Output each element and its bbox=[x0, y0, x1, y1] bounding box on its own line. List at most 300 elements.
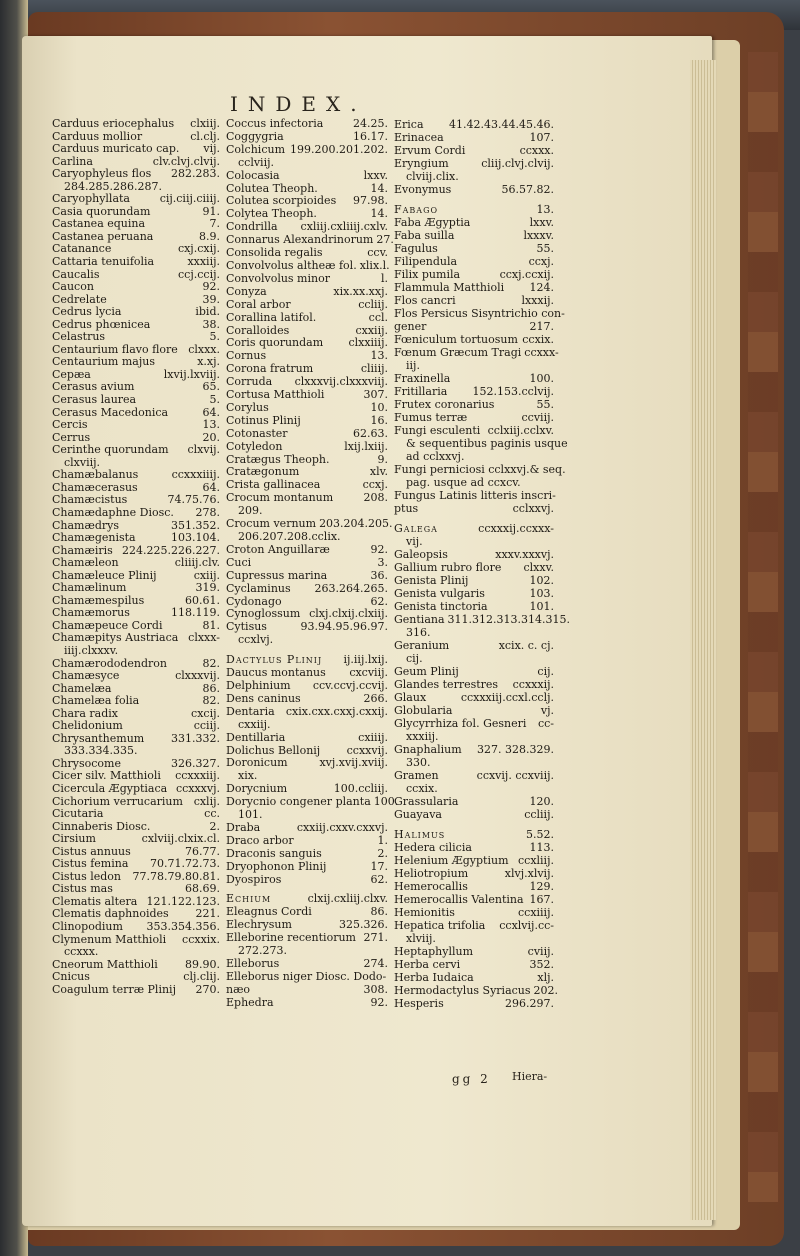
index-entry bbox=[394, 808, 554, 821]
entry-term: Colchicum bbox=[226, 142, 285, 156]
entry-term: Gramen bbox=[394, 769, 439, 782]
entry-reference: 97.98. bbox=[353, 194, 388, 208]
entry-term: Connarus Alexandrinorum bbox=[226, 233, 374, 247]
section-gap bbox=[394, 196, 554, 203]
entry-term: Evonymus bbox=[394, 183, 452, 196]
index-entry bbox=[226, 822, 388, 835]
entry-term: Condrilla bbox=[226, 220, 278, 234]
entry-reference: l. bbox=[380, 271, 388, 285]
index-entry-continuation: 206.207.208.cclix. bbox=[238, 530, 341, 543]
entry-reference: xlvj.xlvij. bbox=[504, 867, 554, 880]
entry-term: Fraxinella bbox=[394, 372, 451, 385]
entry-term: Chamæleon bbox=[52, 556, 119, 570]
entry-term: Carduus muricato cap. bbox=[52, 142, 180, 156]
entry-reference: 221. bbox=[195, 907, 220, 921]
entry-reference: 13. bbox=[536, 203, 554, 216]
entry-term: Hemionitis bbox=[394, 906, 455, 919]
entry-reference: cxiiij. bbox=[358, 730, 388, 744]
index-entry bbox=[394, 216, 554, 229]
index-entry bbox=[226, 971, 388, 984]
index-entry bbox=[226, 835, 388, 848]
index-entry bbox=[394, 424, 554, 437]
entry-reference: cviij. bbox=[527, 945, 554, 958]
index-entry-continuation: cxxiij. bbox=[238, 717, 271, 731]
entry-term: Cornus bbox=[226, 349, 267, 363]
entry-reference: ccxxvij. bbox=[346, 743, 388, 757]
index-entry bbox=[52, 444, 220, 457]
entry-reference: 27. bbox=[376, 233, 394, 247]
entry-term: Cicercula Ægyptiaca bbox=[52, 781, 168, 795]
index-entry bbox=[394, 307, 565, 320]
entry-term: Eryngium bbox=[394, 157, 449, 170]
index-entry-continuation: pag. usque ad ccxcv. bbox=[406, 476, 521, 489]
entry-term: Corylus bbox=[226, 400, 269, 414]
entry-reference: 10. bbox=[370, 400, 388, 414]
entry-reference: ccxiiij. bbox=[518, 906, 554, 919]
entry-reference: ccliij. bbox=[358, 297, 388, 311]
entry-reference: 13. bbox=[370, 349, 388, 363]
index-entry bbox=[394, 919, 554, 932]
index-entry bbox=[394, 144, 554, 157]
index-entry-continuation: 284.285.286.287. bbox=[64, 179, 162, 193]
entry-term: Chamærododendron bbox=[52, 656, 168, 670]
entry-term: Caryophyllata bbox=[52, 192, 130, 206]
entry-term: Hepatica trifolia bbox=[394, 919, 486, 932]
index-entry bbox=[394, 346, 559, 359]
entry-reference: 331.332. bbox=[171, 731, 220, 745]
entry-term: Dentaria bbox=[226, 704, 275, 718]
entry-reference: xlix.l. bbox=[359, 258, 390, 272]
entry-term: Fungus Latinis litteris inscri- bbox=[394, 489, 556, 502]
entry-term: Cerasus avium bbox=[52, 380, 135, 394]
entry-term: Chamæiris bbox=[52, 543, 113, 557]
entry-term: Dens caninus bbox=[226, 691, 301, 705]
entry-term: Cicer silv. Matthioli bbox=[52, 769, 161, 783]
index-entry-continuation: iij. bbox=[406, 359, 420, 372]
index-entry bbox=[52, 168, 220, 181]
entry-reference: 93.94.95.96.97. bbox=[300, 620, 388, 634]
entry-term: Carduus eriocephalus bbox=[52, 117, 175, 130]
entry-term: Draba bbox=[226, 820, 261, 834]
index-entry bbox=[394, 320, 554, 333]
entry-term: Cotinus Plinij bbox=[226, 413, 301, 427]
entry-term: næo bbox=[226, 982, 251, 996]
index-entry-continuation: xxxiij. bbox=[406, 730, 439, 743]
entry-term: Dryophonon Plinij bbox=[226, 859, 327, 873]
entry-term: Erinacea bbox=[394, 131, 444, 144]
index-entry bbox=[394, 385, 554, 398]
entry-term: Cnicus bbox=[52, 970, 90, 984]
entry-term: Elleborus niger Diosc. Dodo- bbox=[226, 969, 387, 983]
index-entry-continuation: cij. bbox=[406, 652, 423, 665]
entry-term: Dorycnio congener planta bbox=[226, 795, 371, 809]
entry-reference: 270. bbox=[195, 982, 220, 996]
entry-reference: vj. bbox=[540, 704, 554, 717]
index-entry bbox=[52, 607, 220, 620]
index-entry bbox=[394, 828, 554, 841]
entry-term: Casia quorundam bbox=[52, 204, 151, 218]
entry-reference: 62. bbox=[370, 872, 388, 886]
entry-term: Elechrysum bbox=[226, 918, 292, 932]
entry-term: Cuci bbox=[226, 555, 252, 569]
entry-reference: 92. bbox=[202, 280, 220, 294]
entry-reference: 3. bbox=[377, 555, 388, 569]
entry-term: Cyclaminus bbox=[226, 581, 291, 595]
entry-reference: xlv. bbox=[369, 465, 388, 479]
index-entry bbox=[226, 286, 388, 299]
entry-term: Coagulum terræ Plinij bbox=[52, 982, 176, 996]
entry-term: Colytea Theoph. bbox=[226, 207, 317, 221]
entry-reference: 20. bbox=[202, 430, 220, 444]
entry-reference: lxxxij. bbox=[521, 294, 554, 307]
index-entry-continuation: & sequentibus paginis usque bbox=[406, 437, 568, 450]
entry-term: Dactylus Plinij bbox=[226, 653, 323, 667]
entry-reference: 2. bbox=[377, 846, 388, 860]
entry-reference: 16. bbox=[370, 413, 388, 427]
index-entry bbox=[394, 255, 554, 268]
entry-reference: clv.clvj.clvij. bbox=[152, 154, 220, 168]
entry-term: Colutea scorpioides bbox=[226, 194, 337, 208]
index-entry bbox=[226, 732, 388, 745]
entry-term: Croton Anguillaræ bbox=[226, 542, 330, 556]
entry-term: Heliotropium bbox=[394, 867, 469, 880]
entry-term: Dyospiros bbox=[226, 872, 282, 886]
index-entry-continuation: 330. bbox=[406, 756, 431, 769]
entry-reference: 124. bbox=[529, 281, 554, 294]
entry-term: Draconis sanguis bbox=[226, 846, 322, 860]
index-entry bbox=[52, 193, 220, 206]
entry-term: Carduus mollior bbox=[52, 129, 143, 143]
entry-reference: 68.69. bbox=[185, 882, 220, 896]
index-entry-continuation: ccxlvj. bbox=[238, 633, 274, 647]
index-entry bbox=[52, 469, 220, 482]
entry-reference: 8.9. bbox=[199, 229, 220, 243]
catchword: Hiera- bbox=[512, 1070, 548, 1083]
entry-reference: 86. bbox=[370, 905, 388, 919]
index-entry bbox=[394, 561, 554, 574]
entry-reference: cliiij. bbox=[360, 362, 388, 376]
entry-reference: ccv.ccvj.ccvij. bbox=[312, 678, 388, 692]
index-entry bbox=[226, 984, 388, 997]
index-entry bbox=[394, 522, 554, 535]
entry-term: Cytisus bbox=[226, 620, 267, 634]
entry-reference: clxxxvij.clxxxviij. bbox=[294, 375, 388, 389]
entry-reference: 278. bbox=[195, 505, 220, 519]
index-entry bbox=[52, 256, 220, 269]
entry-reference: ccxxxvj. bbox=[175, 781, 220, 795]
index-entry bbox=[52, 532, 220, 545]
entry-term: Centaurium majus bbox=[52, 355, 155, 369]
index-entry bbox=[394, 398, 554, 411]
index-entry bbox=[226, 170, 388, 183]
entry-reference: 296.297. bbox=[505, 997, 554, 1010]
entry-reference: lxxxv. bbox=[523, 229, 554, 242]
entry-reference: ccviij. bbox=[521, 411, 554, 424]
entry-reference: xxxiij. bbox=[187, 255, 220, 269]
index-entry bbox=[394, 281, 554, 294]
entry-term: Ervum Cordi bbox=[394, 144, 466, 157]
entry-term: Hemerocallis Valentina bbox=[394, 893, 524, 906]
index-entry bbox=[394, 203, 554, 216]
entry-reference: xlj. bbox=[537, 971, 554, 984]
index-entry bbox=[52, 695, 220, 708]
index-entry bbox=[394, 411, 554, 424]
index-entry bbox=[394, 242, 554, 255]
entry-reference: cxliij.cxliiij.cxlv. bbox=[300, 220, 388, 234]
entry-term: Delphinium bbox=[226, 678, 291, 692]
entry-reference: cl.clj. bbox=[190, 129, 220, 143]
entry-reference: 56.57.82. bbox=[501, 183, 554, 196]
entry-term: Frutex coronarius bbox=[394, 398, 495, 411]
entry-term: Crocum montanum bbox=[226, 491, 334, 505]
entry-reference: ccliij. bbox=[524, 808, 554, 821]
index-entry-continuation: clviij.clix. bbox=[406, 170, 459, 183]
index-entry bbox=[394, 372, 554, 385]
entry-reference bbox=[556, 489, 559, 502]
entry-term: gener bbox=[394, 320, 427, 333]
entry-reference: 103.104. bbox=[171, 531, 220, 545]
index-entry bbox=[226, 693, 388, 706]
entry-reference: lxxv. bbox=[363, 168, 388, 182]
entry-term: Cortusa Matthioli bbox=[226, 388, 325, 402]
entry-term: Catanance bbox=[52, 242, 112, 256]
entry-term: Cattaria tenuifolia bbox=[52, 255, 155, 269]
entry-reference: cxlviij.clxix.cl. bbox=[141, 832, 220, 846]
entry-term: Chrysocome bbox=[52, 756, 121, 770]
entry-term: Clinopodium bbox=[52, 920, 123, 933]
entry-reference: 100. bbox=[529, 372, 554, 385]
index-entry bbox=[394, 795, 554, 808]
index-entry bbox=[394, 268, 554, 281]
index-entry bbox=[226, 118, 388, 131]
entry-term: Cedrelate bbox=[52, 292, 107, 306]
entry-reference: clxxx- bbox=[188, 631, 220, 645]
entry-reference: 92. bbox=[370, 542, 388, 556]
index-entry bbox=[52, 582, 220, 595]
entry-term: Gentiana bbox=[394, 613, 445, 626]
entry-reference: ccxix. bbox=[522, 333, 554, 346]
entry-term: Elleborus bbox=[226, 957, 280, 970]
index-entry bbox=[394, 333, 554, 346]
entry-term: Faba suilla bbox=[394, 229, 455, 242]
index-entry-continuation: xlviij. bbox=[406, 932, 436, 945]
entry-reference: 91. bbox=[202, 204, 220, 218]
entry-term: Galeopsis bbox=[394, 548, 448, 561]
entry-term: Dolichus Bellonij bbox=[226, 743, 321, 757]
index-entry bbox=[394, 867, 554, 880]
entry-reference: 271. bbox=[363, 931, 388, 945]
entry-reference: xix.xx.xxj. bbox=[333, 284, 388, 298]
entry-reference: 13. bbox=[202, 418, 220, 432]
entry-term: Castanea equina bbox=[52, 217, 146, 231]
entry-term: Crista gallinacea bbox=[226, 478, 321, 492]
entry-reference: cliiij.clv. bbox=[174, 556, 220, 570]
index-entry bbox=[394, 613, 570, 626]
entry-term: Caucon bbox=[52, 280, 94, 294]
index-entry bbox=[394, 639, 554, 652]
entry-reference: 325.326. bbox=[339, 918, 388, 932]
entry-reference: ccxxx. bbox=[519, 144, 554, 157]
entry-reference: 167. bbox=[529, 893, 554, 906]
entry-reference: cliij.clvj.clvij. bbox=[481, 157, 554, 170]
entry-term: Geranium bbox=[394, 639, 450, 652]
index-entry bbox=[394, 574, 554, 587]
index-entry bbox=[226, 144, 388, 157]
page-foredge bbox=[690, 60, 716, 1220]
index-entry bbox=[226, 706, 388, 719]
entry-term: Cicutaria bbox=[52, 807, 104, 821]
entry-term: Glandes terrestres bbox=[394, 678, 499, 691]
index-entry bbox=[226, 299, 388, 312]
entry-term: Cirsium bbox=[52, 832, 96, 846]
entry-term: Dentillaria bbox=[226, 730, 286, 744]
entry-term: Chara radix bbox=[52, 706, 118, 720]
entry-term: Ephedra bbox=[226, 995, 274, 1009]
entry-reference: ccxlvij.cc- bbox=[499, 919, 554, 932]
entry-term: Fœniculum tortuosum bbox=[394, 333, 518, 346]
entry-reference: 113. bbox=[529, 841, 554, 854]
entry-term: Grassularia bbox=[394, 795, 459, 808]
entry-reference: clxvij. bbox=[187, 443, 220, 457]
entry-reference: 203.204.205. bbox=[319, 517, 393, 531]
entry-reference: 326.327. bbox=[171, 756, 220, 770]
entry-term: Crocum vernum bbox=[226, 517, 317, 531]
index-entry bbox=[394, 678, 554, 691]
entry-reference: 102. bbox=[529, 574, 554, 587]
index-entry bbox=[52, 143, 220, 156]
entry-term: Fungi perniciosi cclxxvj.& seq. bbox=[394, 463, 566, 476]
entry-reference: cij. bbox=[537, 665, 554, 678]
entry-reference: xvj.xvij.xviij. bbox=[319, 756, 388, 770]
entry-reference: cciij. bbox=[193, 719, 220, 733]
index-entry bbox=[394, 984, 559, 997]
index-entry bbox=[394, 157, 554, 170]
entry-term: Genista tinctoria bbox=[394, 600, 488, 613]
index-entry bbox=[226, 997, 388, 1010]
index-entry bbox=[52, 670, 220, 683]
index-entry bbox=[394, 118, 554, 131]
entry-reference: 89.90. bbox=[185, 957, 220, 971]
index-entry-continuation: ad cclxxvj. bbox=[406, 450, 465, 463]
entry-reference: clxxx. bbox=[188, 342, 220, 356]
entry-term: Hermodactylus Syriacus bbox=[394, 984, 531, 997]
entry-term: Fœnum Græcum Tragi bbox=[394, 346, 522, 359]
entry-term: Chamæpeuce Cordi bbox=[52, 618, 163, 632]
entry-reference: cxcij. bbox=[191, 706, 220, 720]
entry-reference: cxlij. bbox=[193, 794, 220, 808]
entry-reference: 41.42.43.44.45.46. bbox=[449, 118, 554, 131]
entry-reference: ccxxxiiij. bbox=[171, 468, 220, 482]
index-entry bbox=[394, 997, 554, 1010]
entry-term: Cratægonum bbox=[226, 465, 300, 479]
index-entry bbox=[52, 507, 220, 520]
entry-term: Flammula Matthioli bbox=[394, 281, 505, 294]
entry-reference: 266. bbox=[363, 691, 388, 705]
entry-reference: cij.ciij.ciiij. bbox=[159, 192, 220, 206]
entry-reference: 64. bbox=[202, 480, 220, 494]
entry-reference: 16.17. bbox=[353, 129, 388, 143]
entry-reference: 274. bbox=[363, 957, 388, 970]
entry-reference: 74.75.76. bbox=[167, 493, 220, 507]
index-entry bbox=[52, 858, 220, 871]
entry-reference: clxxxvij. bbox=[175, 669, 220, 683]
entry-reference: 9. bbox=[377, 452, 388, 466]
entry-term: Cistus mas bbox=[52, 882, 113, 896]
index-entry bbox=[226, 583, 388, 596]
entry-term: Chamæcistus bbox=[52, 493, 128, 507]
entry-reference: 224.225.226.227. bbox=[122, 543, 220, 557]
entry-term: Convolvolus altheæ fol. bbox=[226, 258, 357, 272]
entry-reference: 5.52. bbox=[526, 828, 554, 841]
entry-reference: 55. bbox=[536, 242, 554, 255]
index-entry bbox=[226, 848, 388, 861]
entry-term: Celastrus bbox=[52, 330, 106, 344]
entry-reference: 5. bbox=[209, 330, 220, 344]
entry-term: Cerasus Macedonica bbox=[52, 405, 169, 419]
entry-reference: 217. bbox=[529, 320, 554, 333]
entry-term: Chamelæa bbox=[52, 681, 112, 695]
entry-term: Cichorium verrucarium bbox=[52, 794, 183, 808]
index-entry bbox=[226, 273, 388, 286]
entry-reference: x.xj. bbox=[197, 355, 220, 369]
entry-reference: 100. bbox=[373, 795, 399, 809]
index-entry bbox=[394, 945, 554, 958]
entry-reference: ccj.ccij. bbox=[178, 267, 220, 281]
entry-term: Clematis altera bbox=[52, 894, 138, 908]
entry-reference: ccv. bbox=[367, 246, 388, 260]
entry-term: Chamæpitys Austriaca bbox=[52, 631, 179, 645]
entry-term: Gallium rubro flore bbox=[394, 561, 502, 574]
entry-term: Chamæsyce bbox=[52, 669, 120, 683]
entry-term: Convolvolus minor bbox=[226, 271, 330, 285]
entry-term: Chelidonium bbox=[52, 719, 123, 733]
entry-term: Carlina bbox=[52, 154, 93, 168]
entry-reference: 36. bbox=[370, 568, 388, 582]
entry-reference: 1. bbox=[377, 833, 388, 847]
entry-term: Cydonago bbox=[226, 594, 282, 608]
index-entry bbox=[52, 331, 220, 344]
index-entry bbox=[394, 854, 554, 867]
entry-reference: 107. bbox=[529, 131, 554, 144]
entry-reference: 77.78.79.80.81. bbox=[132, 869, 220, 883]
index-entry bbox=[394, 958, 554, 971]
index-entry-continuation: 333.334.335. bbox=[64, 744, 138, 758]
index-entry bbox=[52, 118, 220, 131]
entry-reference: 5. bbox=[209, 393, 220, 407]
entry-reference: ccxj. bbox=[362, 478, 388, 492]
index-entry bbox=[394, 131, 554, 144]
entry-reference: 38. bbox=[202, 317, 220, 331]
entry-term: Hemerocallis bbox=[394, 880, 468, 893]
entry-reference: ccxxxiij.ccxl.cclj. bbox=[460, 691, 554, 704]
entry-reference: cxiij. bbox=[193, 568, 220, 582]
entry-term: Herba Iudaica bbox=[394, 971, 474, 984]
index-entry bbox=[226, 441, 388, 454]
index-entry bbox=[394, 489, 554, 502]
entry-reference: 352. bbox=[529, 958, 554, 971]
entry-term: Chamædaphne Diosc. bbox=[52, 505, 174, 519]
entry-reference: 118.119. bbox=[171, 606, 220, 620]
index-column-2 bbox=[226, 117, 399, 1010]
index-entry bbox=[52, 783, 220, 796]
entry-term: Cerinthe quorundam bbox=[52, 443, 169, 457]
signature-mark: gg 2 bbox=[452, 1072, 491, 1086]
entry-reference: cxxiij. bbox=[355, 323, 388, 337]
index-entry bbox=[52, 984, 220, 997]
entry-reference: 62.63. bbox=[353, 426, 388, 440]
entry-term: Hesperis bbox=[394, 997, 444, 1010]
entry-reference: clxij.cxliij.clxv. bbox=[307, 892, 388, 906]
